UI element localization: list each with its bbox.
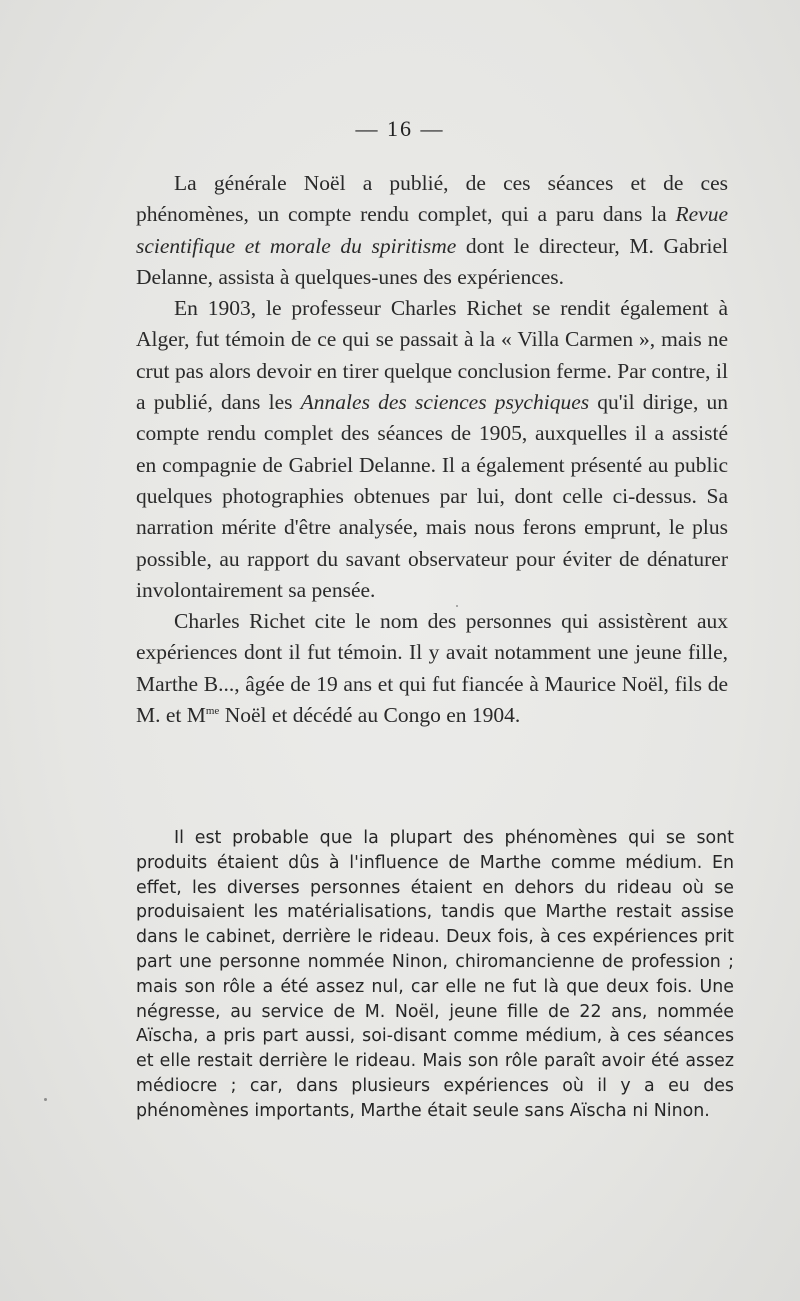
paragraph-2-text-after: qu'il dirige, un compte rendu complet des séances de 1905, auxquelles il a assisté en compagnie de Gabriel Delanne. Il a également présenté au public quelques photographies obtenues par lui, dont celle ci-dessus. Sa narration mérite d'être analysée, mais nous ferons emprunt, le plus possible, au rapport du savant observateur pour éviter de dénaturer involontairement sa pensée.: [136, 390, 728, 602]
paragraph-3-text-before: Charles Richet cite le nom des personnes qui assistèrent aux expériences dont il fut témoin. Il y avait notamment une jeune fille, Marthe B..., âgée de 19 ans et qui fut fiancée à Maurice Noël, fils de M. et M: [136, 609, 728, 728]
print-speck: [44, 1098, 47, 1101]
print-speck: [456, 605, 458, 607]
paragraph-3-text-after: Noël et décédé au Congo en 1904.: [219, 703, 521, 728]
paragraph-2-text-before: En 1903, le professeur Charles Richet se rendit également à Alger, fut témoin de ce qui se passait à la « Villa Carmen », mais ne crut pas alors devoir en tirer quelque conclusion ferme. Par contre, il a publié, dans les: [136, 296, 728, 415]
paragraph-1: [136, 168, 728, 293]
paragraph-2: [136, 293, 728, 606]
sans-text-block: [136, 826, 734, 1124]
journal-title: Revue scientifique et morale du spiritisme: [136, 202, 728, 258]
paragraph-1-text-before: La générale Noël a publié, de ces séances et de ces phénomènes, un compte rendu complet, qui a paru dans la: [136, 171, 728, 227]
annales-title: Annales des sciences psychiques: [300, 390, 590, 415]
paragraph-3: [136, 606, 728, 731]
paragraph-4: Il est probable que la plupart des phénomènes qui se sont produits étaient dûs à l'influence de Marthe comme médium. En effet, les diverses personnes étaient en dehors du rideau où se produisaient les matérialisations, tandis que Marthe restait assise dans le cabinet, derrière le rideau. Deux fois, à ces expériences prit part une personne nommée Ninon, chiromancienne de profession ; mais son rôle a été assez nul, car elle ne fut là que deux fois. Une négresse, au service de M. Noël, jeune fille de 22 ans, nommée Aïscha, a pris part aussi, soi-disant comme médium, à ces séances et elle restait derrière le rideau. Mais son rôle paraît avoir été assez médiocre ; car, dans plusieurs expériences où il y a eu des phénomènes importants, Marthe était seule sans Aïscha ni Ninon.: [136, 828, 734, 1121]
paragraph-1-text-after: dont le directeur, M. Gabriel Delanne, assista à quelques-unes des expériences.: [136, 233, 728, 289]
serif-text-block: [136, 168, 728, 731]
page-number: — 16 —: [355, 116, 445, 141]
superscript-mme: me: [205, 704, 220, 717]
